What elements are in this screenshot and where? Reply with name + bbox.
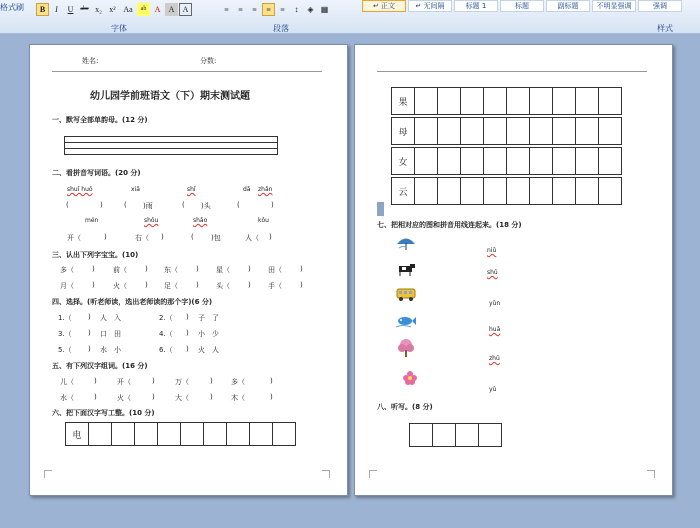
line-spacing-icon[interactable]: ↕ xyxy=(294,5,299,14)
choice-number: 2.（ xyxy=(159,314,173,322)
choice-char: 田 xyxy=(114,330,121,338)
writing-grid xyxy=(65,422,296,446)
grid-char-cell: 女 xyxy=(391,147,415,175)
word-prompt: 木（ xyxy=(231,394,245,402)
answer-slot: ( xyxy=(66,201,69,209)
answer-slot: ( xyxy=(124,201,127,209)
char-prompt: 手（ xyxy=(268,282,282,290)
grid-cell xyxy=(272,422,296,446)
choice-char: 口 xyxy=(100,330,107,338)
shading-icon[interactable]: ◈ xyxy=(307,5,314,14)
char-prompt: 足（ xyxy=(164,282,178,290)
word-prompt: 火（ xyxy=(117,394,131,402)
align-left-icon[interactable]: ≡ xyxy=(224,5,229,14)
char-prompt: ) xyxy=(145,265,148,273)
char-prompt: ) xyxy=(248,265,251,273)
word-prompt: 万（ xyxy=(175,378,189,386)
writing-lines-box xyxy=(64,136,278,155)
flower-picture xyxy=(399,370,421,386)
distribute-icon[interactable]: ≡ xyxy=(280,5,285,14)
answer-slot: ) xyxy=(100,201,103,209)
char-prompt: 火（ xyxy=(113,282,127,290)
word-prompt: 大（ xyxy=(175,394,189,402)
pinyin: zhǎn xyxy=(258,186,273,193)
answer-slot: ) xyxy=(269,233,272,241)
align-right-icon[interactable]: ≡ xyxy=(252,5,257,14)
word-prompt: 多（ xyxy=(231,378,245,386)
pinyin: shǐ xyxy=(187,186,196,193)
grid-cell xyxy=(455,423,479,447)
pinyin: dǎ xyxy=(243,186,251,193)
answer-slot: ) xyxy=(271,201,274,209)
style-subtitle[interactable]: 副标题 xyxy=(546,0,590,12)
answer-slot: ) xyxy=(104,233,107,241)
format-painter-button[interactable]: 格式刷 xyxy=(0,3,24,12)
paragraph-toolbar xyxy=(220,3,331,17)
grid-cell xyxy=(88,422,112,446)
section-3-heading: 三、认出下列字宝宝。(10) xyxy=(52,251,139,259)
italic-button[interactable]: I xyxy=(55,5,58,14)
char-prompt: ) xyxy=(196,265,199,273)
choice-number: 4.（ xyxy=(159,330,173,338)
fish-picture xyxy=(395,313,417,329)
grid-row xyxy=(391,147,622,175)
choice-number: 3.（ xyxy=(58,330,72,338)
page-corner-mark xyxy=(44,470,52,478)
char-prompt: ) xyxy=(300,281,303,289)
word-prompt: ) xyxy=(270,393,273,401)
char-prompt: 田（ xyxy=(268,266,282,274)
choice-char: 人 xyxy=(100,314,107,322)
word-prompt: ) xyxy=(152,377,155,385)
pinyin: shǎo xyxy=(193,217,208,224)
section-7-heading: 七、把相对应的图和拼音用线连起来。(18 分) xyxy=(377,221,522,229)
grid-cell xyxy=(409,423,433,447)
answer-slot: ( xyxy=(237,201,240,209)
grid-char-cell: 果 xyxy=(391,87,415,115)
pinyin: shuǐ huǒ xyxy=(67,186,93,193)
choice-char: 少 xyxy=(212,330,219,338)
word-prompt: 开（ xyxy=(117,378,131,386)
bold-button[interactable]: B xyxy=(36,3,49,16)
char-border-button[interactable]: A xyxy=(179,3,192,16)
char-prompt: ) xyxy=(248,281,251,289)
writing-line xyxy=(64,148,278,149)
choice-char: 火 xyxy=(198,346,205,354)
section-5-heading: 五、有下列汉字组词。(16 分) xyxy=(52,362,148,370)
superscript-button[interactable]: x² xyxy=(109,5,116,14)
pinyin-option: yǔn xyxy=(489,300,501,307)
answer-slot: 右（ xyxy=(135,234,149,242)
char-shading-button[interactable]: A xyxy=(165,3,178,16)
char-prompt: ) xyxy=(300,265,303,273)
answer-slot: ( xyxy=(182,201,185,209)
grid-cell: 电 xyxy=(65,422,89,446)
borders-icon[interactable]: ▦ xyxy=(320,5,329,14)
choice-slot: ) xyxy=(88,345,91,353)
style-title[interactable]: 标题 xyxy=(500,0,544,12)
score-label: 分数: xyxy=(200,57,217,65)
justify-icon[interactable]: ≡ xyxy=(262,3,275,16)
highlight-button[interactable]: ab xyxy=(137,3,150,16)
char-prompt: 头（ xyxy=(216,282,230,290)
font-color-button[interactable]: A xyxy=(154,5,161,14)
answer-slot: 开（ xyxy=(67,234,81,242)
choice-slot: ) xyxy=(186,313,189,321)
font-toolbar xyxy=(36,3,192,17)
word-prompt: ) xyxy=(94,377,97,385)
change-case-button[interactable]: Aa xyxy=(123,5,133,14)
grid-cell xyxy=(203,422,227,446)
header-rule xyxy=(52,71,322,72)
grid-char-cell: 云 xyxy=(391,177,415,205)
choice-number: 5.（ xyxy=(58,346,72,354)
choice-slot: ) xyxy=(88,329,91,337)
word-prompt: ) xyxy=(94,393,97,401)
align-center-icon[interactable]: ≡ xyxy=(238,5,243,14)
ribbon xyxy=(0,0,700,34)
style-no-spacing[interactable]: ↵ 无间隔 xyxy=(408,0,452,12)
page-corner-mark xyxy=(647,470,655,478)
pinyin-option: shǔ xyxy=(487,269,498,276)
writing-line xyxy=(64,142,278,143)
umbrella-picture xyxy=(395,235,417,251)
page-corner-mark xyxy=(322,470,330,478)
char-prompt: 月（ xyxy=(60,282,74,290)
pinyin: xiǎ xyxy=(131,186,140,193)
choice-char: 人 xyxy=(212,346,219,354)
pinyin-option: niǔ xyxy=(487,247,497,254)
answer-slot: 人（ xyxy=(245,234,259,242)
section-8-heading: 八、听写。(8 分) xyxy=(377,403,433,411)
section-4-heading: 四、选择。(听老师读，选出老师读的那个字)(6 分) xyxy=(52,298,213,306)
strikethrough-button[interactable]: abe xyxy=(80,6,89,12)
grid-cell xyxy=(157,422,181,446)
grid-cell xyxy=(432,423,456,447)
section-2-heading: 二、看拼音写词语。(20 分) xyxy=(52,169,141,177)
word-prompt: ) xyxy=(210,393,213,401)
style-heading1[interactable]: 标题 1 xyxy=(454,0,498,12)
style-normal[interactable]: ↵ 正文 xyxy=(362,0,406,12)
answer-slot: )头 xyxy=(201,202,211,210)
bus-picture xyxy=(395,286,417,302)
styles-group-label: 样式 xyxy=(657,24,673,33)
choice-char: 水 xyxy=(100,346,107,354)
grid-cell xyxy=(134,422,158,446)
grid-char-cell: 母 xyxy=(391,117,415,145)
char-prompt: 多（ xyxy=(60,266,74,274)
style-emphasis[interactable]: 强调 xyxy=(638,0,682,12)
header-rule xyxy=(377,71,647,72)
pinyin: kǒu xyxy=(258,217,269,224)
char-prompt: ) xyxy=(196,281,199,289)
char-prompt: 前（ xyxy=(113,266,127,274)
name-label: 姓名: xyxy=(82,57,99,65)
grid-cell xyxy=(478,423,502,447)
style-subtle-emphasis[interactable]: 不明显强调 xyxy=(592,0,636,12)
answer-slot: )雨 xyxy=(143,202,153,210)
char-prompt: ) xyxy=(92,281,95,289)
pinyin: mén xyxy=(85,217,99,224)
subscript-button[interactable]: x₂ xyxy=(95,5,102,14)
grid-cell xyxy=(226,422,250,446)
word-prompt: 水（ xyxy=(60,394,74,402)
grid-cell xyxy=(111,422,135,446)
choice-number: 6.（ xyxy=(159,346,173,354)
char-prompt: ) xyxy=(92,265,95,273)
choice-slot: ) xyxy=(186,345,189,353)
grid-row xyxy=(391,177,622,205)
underline-button[interactable]: U xyxy=(67,5,74,14)
answer-slot: ( xyxy=(191,233,194,241)
choice-number: 1.（ xyxy=(58,314,72,322)
page-title: 幼儿园学前班语文（下）期末测试题 xyxy=(90,91,250,102)
page-corner-mark xyxy=(369,470,377,478)
section-1-heading: 一、默写全部单韵母。(12 分) xyxy=(52,116,148,124)
word-prompt: ) xyxy=(210,377,213,385)
paragraph-group-label: 段落 xyxy=(273,24,289,33)
document-page-1[interactable] xyxy=(29,44,348,496)
section-6-heading: 六、把下面汉字写工整。(10 分) xyxy=(52,409,155,417)
pinyin-option: yǔ xyxy=(489,386,497,393)
pinyin-option: zhǔ xyxy=(489,355,500,362)
font-group-label: 字体 xyxy=(111,24,127,33)
cow-picture xyxy=(395,261,417,277)
pinyin: shǒu xyxy=(144,217,159,224)
grid-cell xyxy=(249,422,273,446)
choice-slot: ) xyxy=(186,329,189,337)
char-prompt: 星（ xyxy=(216,266,230,274)
word-prompt: ) xyxy=(152,393,155,401)
pinyin-option: huǎ xyxy=(489,326,501,333)
char-prompt: ) xyxy=(145,281,148,289)
grid-row xyxy=(391,87,622,115)
cursor-marker xyxy=(377,202,384,216)
choice-char: 小 xyxy=(114,346,121,354)
grid-row xyxy=(391,117,622,145)
choice-char: 小 xyxy=(198,330,205,338)
answer-slot: ) xyxy=(161,233,164,241)
grid-cell xyxy=(180,422,204,446)
char-prompt: 东（ xyxy=(164,266,178,274)
word-prompt: ) xyxy=(270,377,273,385)
choice-slot: ) xyxy=(88,313,91,321)
choice-char: 子 xyxy=(198,314,205,322)
choice-char: 了 xyxy=(212,314,219,322)
answer-slot: )包 xyxy=(211,234,221,242)
word-prompt: 儿（ xyxy=(60,378,74,386)
choice-char: 入 xyxy=(114,314,121,322)
tree-picture xyxy=(395,338,417,358)
dictation-grid xyxy=(409,423,502,447)
document-page-2[interactable] xyxy=(354,44,673,496)
styles-gallery xyxy=(362,0,682,12)
